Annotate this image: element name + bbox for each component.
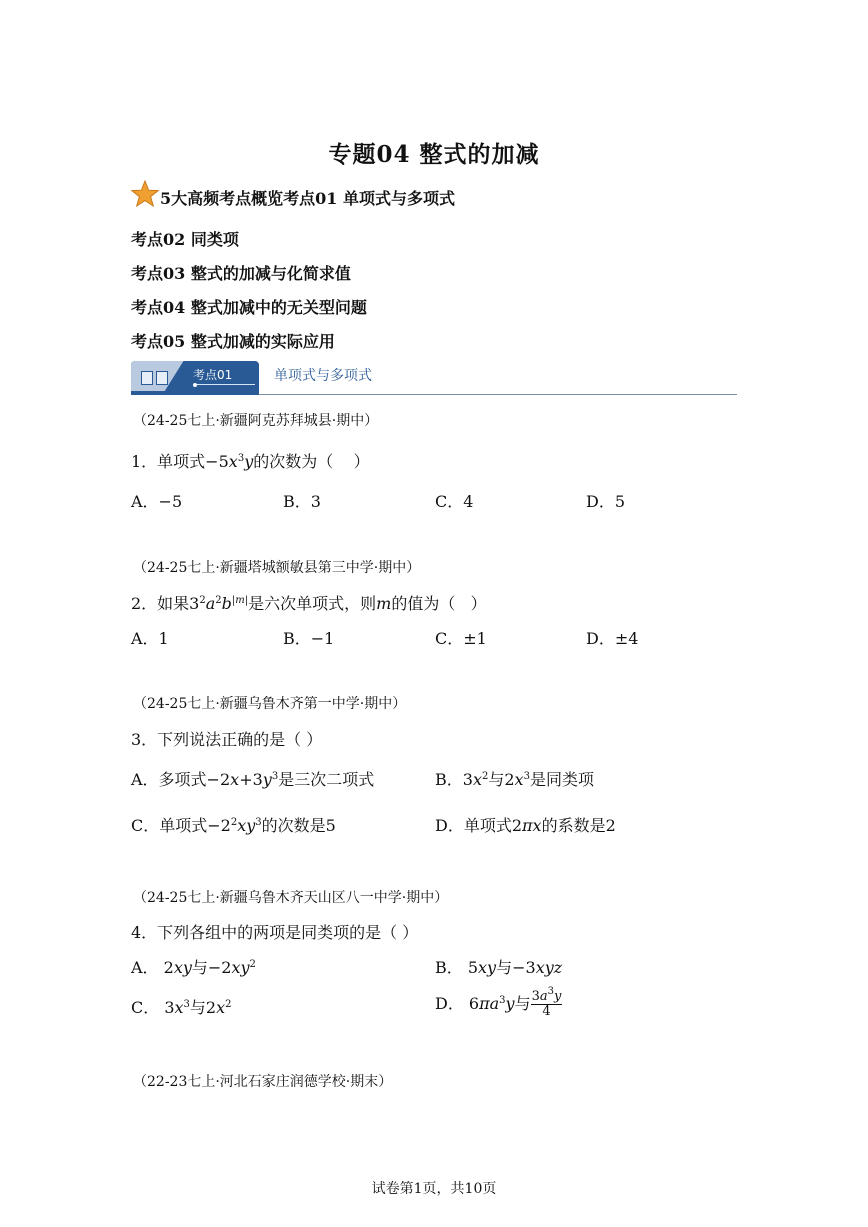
option-d: D．±4 <box>586 629 639 648</box>
option-c: C．单项式$-2^2xy^3$的次数是5 <box>131 816 336 835</box>
book-icon <box>156 371 168 385</box>
question-source: （24-25七上·新疆乌鲁木齐天山区八一中学·期中） <box>133 890 449 906</box>
overview-item: 考点05 整式加减的实际应用 <box>131 332 335 351</box>
option-c: C． $3x^3$与$2x^2$ <box>131 998 232 1017</box>
option-c: C．±1 <box>435 629 487 648</box>
page-footer: 试卷第1页，共10页 <box>371 1181 497 1197</box>
option-d: D． $6\pi a^3y$与 $\frac{3a^3y}{4}$ <box>435 986 562 1019</box>
star-icon <box>131 180 159 208</box>
page-title: 专题04 整式的加减 <box>328 141 540 168</box>
divider <box>259 394 737 395</box>
option-b: B．$3x^2$与$2x^3$是同类项 <box>435 770 594 789</box>
overview-item: 考点04 整式加减中的无关型问题 <box>131 298 367 317</box>
question-source: （22-23七上·河北石家庄润德学校·期末） <box>133 1074 393 1090</box>
section-banner <box>131 361 737 397</box>
overview-item: 考点03 整式的加减与化简求值 <box>131 264 351 283</box>
option-b: B．−1 <box>283 629 335 648</box>
book-icon <box>141 371 153 385</box>
question-stem: 3．下列说法正确的是（ ） <box>131 730 323 749</box>
option-d: D．5 <box>586 492 626 511</box>
option-c: C．4 <box>435 492 474 511</box>
option-a: A．1 <box>131 629 169 648</box>
question-stem: 2．如果$3^2a^2b^{|m|}$是六次单项式，则m的值为（ ） <box>131 594 487 613</box>
option-d: D．单项式2πx的系数是2 <box>435 816 616 835</box>
section-tab <box>131 361 259 391</box>
overview-heading: 5大高频考点概览考点01 单项式与多项式 <box>160 189 455 208</box>
section-name: 单项式与多项式 <box>274 368 372 384</box>
option-b: B．3 <box>283 492 321 511</box>
option-a: A．多项式$-2x+3y^3$是三次二项式 <box>131 770 375 789</box>
option-a: A． 2xy与$-2xy^2$ <box>131 958 256 977</box>
overview-item: 考点02 同类项 <box>131 230 239 249</box>
option-a: A．−5 <box>131 492 183 511</box>
question-source: （24-25七上·新疆塔城额敏县第三中学·期中） <box>133 560 421 576</box>
question-source: （24-25七上·新疆乌鲁木齐第一中学·期中） <box>133 696 407 712</box>
question-stem: 1．单项式$-5x^3y$的次数为（ ） <box>131 452 370 471</box>
section-tab-label: 考点01 <box>193 368 233 382</box>
question-source: （24-25七上·新疆阿克苏拜城县·期中） <box>133 413 379 429</box>
question-stem: 4．下列各组中的两项是同类项的是（ ） <box>131 923 419 942</box>
option-b: B． 5xy与−3xyz <box>435 958 563 977</box>
